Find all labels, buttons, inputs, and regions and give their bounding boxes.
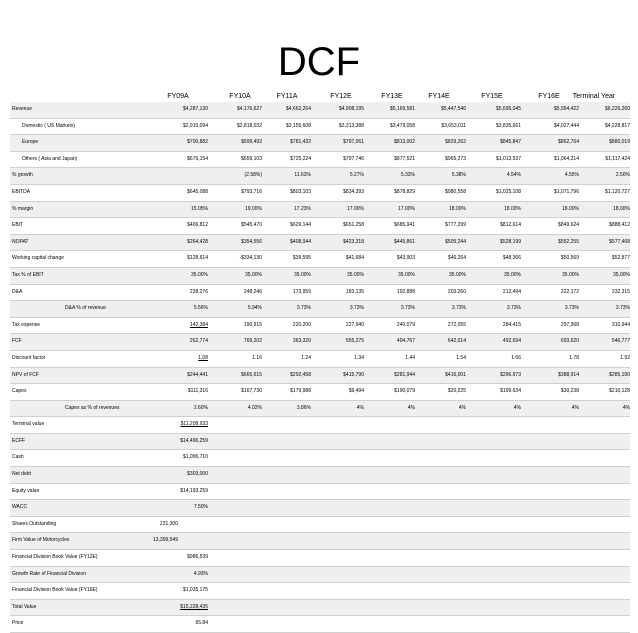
cell-value: 5.56% bbox=[193, 305, 208, 312]
cell-value: $505,244 bbox=[445, 238, 466, 245]
row-value: 13,399,549 bbox=[152, 537, 178, 544]
cell-value: $4,662,264 bbox=[285, 106, 311, 112]
cell-value: $888,412 bbox=[609, 222, 630, 229]
cell-value: 17.00% bbox=[347, 205, 364, 212]
cell-value: $15,228,435 bbox=[180, 603, 208, 610]
cell-value: $52,877 bbox=[611, 255, 630, 262]
row-label: NOPAT bbox=[12, 238, 29, 245]
cell-value: $3,313,388 bbox=[338, 122, 364, 129]
cell-value: 284,415 bbox=[502, 321, 521, 328]
cell-value: 35.00% bbox=[504, 271, 521, 278]
cell-value: 5.27% bbox=[349, 172, 364, 179]
cell-value: 4% bbox=[513, 404, 521, 411]
cell-value: 173,959 bbox=[292, 288, 311, 295]
row-label: Shares Outstanding bbox=[12, 520, 57, 527]
cell-value: $388,914 bbox=[558, 371, 579, 378]
cell-value: 1.34 bbox=[354, 354, 364, 361]
cell-value: 35.00% bbox=[562, 271, 579, 278]
cell-value: $2,818,032 bbox=[236, 122, 262, 129]
cell-value: $986,539 bbox=[187, 554, 208, 561]
cell-value: $676,154 bbox=[187, 155, 208, 162]
row-label: Others ( Asia and Japan) bbox=[22, 155, 78, 162]
cell-value: 1.66 bbox=[511, 354, 521, 361]
cell-value: 492,694 bbox=[502, 338, 521, 345]
cell-value: $3,479,058 bbox=[389, 122, 415, 129]
cell-value: $813,002 bbox=[394, 139, 415, 146]
row-label: D&A % of revenue bbox=[65, 305, 106, 312]
cell-value: $20,225 bbox=[447, 388, 466, 395]
cell-value: $5,169,581 bbox=[389, 106, 415, 112]
cell-value: $14,496,259 bbox=[180, 437, 208, 444]
cell-value: $4,176,627 bbox=[236, 106, 262, 112]
cell-value: 35.00% bbox=[245, 271, 262, 278]
cell-value: $5,954,422 bbox=[553, 106, 579, 112]
table-row bbox=[10, 251, 630, 268]
cell-value: 769,202 bbox=[243, 338, 262, 345]
column-header: FY14E bbox=[428, 93, 450, 100]
table-row bbox=[10, 334, 630, 351]
table-row bbox=[10, 235, 630, 252]
column-header: FY09A bbox=[167, 93, 189, 100]
table-row bbox=[10, 384, 630, 401]
row-label: NPV of FCF bbox=[12, 371, 39, 378]
cell-value: 3.73% bbox=[400, 305, 415, 312]
cell-value: $880,019 bbox=[609, 139, 630, 146]
cell-value: $877,521 bbox=[394, 155, 415, 162]
cell-value: $1,025,108 bbox=[495, 188, 521, 195]
cell-value: $210,128 bbox=[609, 388, 630, 395]
cell-value: $965,273 bbox=[445, 155, 466, 162]
cell-value: 192,888 bbox=[396, 288, 415, 295]
row-label: Total Value bbox=[12, 603, 37, 610]
cell-value: $190,079 bbox=[394, 388, 415, 395]
cell-value: $1,096,710 bbox=[182, 454, 208, 461]
cell-value: $6,226,260 bbox=[604, 106, 630, 112]
cell-value: (2.58%) bbox=[244, 172, 262, 179]
cell-value: $445,861 bbox=[394, 238, 415, 245]
column-header: FY15E bbox=[481, 93, 503, 100]
cell-value: $700,882 bbox=[187, 139, 208, 146]
table-row bbox=[10, 102, 630, 119]
table-row bbox=[10, 185, 630, 202]
cell-value: $46,264 bbox=[447, 255, 466, 262]
table-row bbox=[10, 434, 630, 451]
cell-value: 18.00% bbox=[504, 205, 521, 212]
cell-value: 190,915 bbox=[243, 321, 262, 328]
table-row bbox=[10, 533, 630, 550]
cell-value: 2.60% bbox=[193, 404, 208, 411]
table-row bbox=[10, 583, 630, 600]
table-row bbox=[10, 484, 630, 501]
row-label: Equity value bbox=[12, 487, 40, 494]
table-row bbox=[10, 401, 630, 418]
row-label: WACC bbox=[12, 504, 28, 511]
cell-value: $3,155,608 bbox=[285, 122, 311, 129]
row-label: Terminal value bbox=[12, 421, 45, 428]
cell-value: 35.00% bbox=[613, 271, 630, 278]
cell-value: $685,941 bbox=[394, 222, 415, 229]
cell-value: 65.84 bbox=[195, 620, 208, 627]
table-row bbox=[10, 318, 630, 335]
cell-value: $11,208,933 bbox=[180, 421, 208, 428]
cell-value: 363,320 bbox=[292, 338, 311, 345]
row-label: Financial Division Book Value (FY12E) bbox=[12, 554, 98, 561]
cell-value: $50,569 bbox=[560, 255, 579, 262]
cell-value: $1,013,537 bbox=[495, 155, 521, 162]
cell-value: -$334,130 bbox=[239, 255, 262, 262]
cell-value: 3.73% bbox=[349, 305, 364, 312]
cell-value: 297,368 bbox=[560, 321, 579, 328]
dcf-table bbox=[10, 102, 630, 633]
cell-value: 4% bbox=[571, 404, 579, 411]
cell-value: $128,614 bbox=[187, 255, 208, 262]
cell-value: $48,366 bbox=[502, 255, 521, 262]
cell-value: $845,847 bbox=[500, 139, 521, 146]
cell-value: $829,262 bbox=[445, 139, 466, 146]
cell-value: $2,910,094 bbox=[182, 122, 208, 129]
cell-value: 183,135 bbox=[345, 288, 364, 295]
cell-value: 7.50% bbox=[193, 504, 208, 511]
cell-value: $1,117,424 bbox=[605, 155, 630, 162]
cell-value: $4,228,817 bbox=[604, 122, 630, 129]
cell-value: $408,944 bbox=[290, 238, 311, 245]
cell-value: $43,903 bbox=[396, 255, 415, 262]
column-header: FY13E bbox=[381, 93, 403, 100]
cell-value: $699,492 bbox=[241, 139, 262, 146]
cell-value: 1.16 bbox=[252, 354, 262, 361]
table-row bbox=[10, 202, 630, 219]
cell-value: 4% bbox=[407, 404, 415, 411]
row-label: Cash bbox=[12, 454, 24, 461]
cell-value: 693,620 bbox=[560, 338, 579, 345]
cell-value: $179,988 bbox=[290, 388, 311, 395]
cell-value: 4.93% bbox=[193, 570, 208, 577]
cell-value: $777,299 bbox=[445, 222, 466, 229]
column-header: FY10A bbox=[229, 93, 251, 100]
cell-value: 3.73% bbox=[451, 305, 466, 312]
cell-value: 1.24 bbox=[301, 354, 311, 361]
table-row bbox=[10, 268, 630, 285]
cell-value: $577,468 bbox=[609, 238, 630, 245]
cell-value: $803,103 bbox=[290, 188, 311, 195]
cell-value: 3.73% bbox=[615, 305, 630, 312]
table-row bbox=[10, 467, 630, 484]
table-row bbox=[10, 500, 630, 517]
table-row bbox=[10, 301, 630, 318]
cell-value: 17.00% bbox=[398, 205, 415, 212]
cell-value: 3.73% bbox=[506, 305, 521, 312]
row-label: Price bbox=[12, 620, 24, 627]
cell-value: $354,556 bbox=[241, 238, 262, 245]
cell-value: $725,224 bbox=[290, 155, 311, 162]
cell-value: $111,316 bbox=[187, 388, 208, 395]
column-header: Terminal Year bbox=[572, 93, 616, 100]
row-value: 231,300 bbox=[159, 520, 178, 527]
cell-value: 4.54% bbox=[506, 172, 521, 179]
row-label: EBITDA bbox=[12, 188, 31, 195]
cell-value: 555,275 bbox=[345, 338, 364, 345]
cell-value: 5.94% bbox=[247, 305, 262, 312]
cell-value: 3.86% bbox=[296, 404, 311, 411]
cell-value: 35.00% bbox=[449, 271, 466, 278]
table-row bbox=[10, 351, 630, 368]
cell-value: 642,014 bbox=[447, 338, 466, 345]
column-header: FY11A bbox=[276, 93, 298, 100]
cell-value: 11.63% bbox=[294, 172, 311, 179]
cell-value: 17.23% bbox=[294, 205, 311, 212]
cell-value: 1.54 bbox=[456, 354, 466, 361]
cell-value: $1,064,214 bbox=[553, 155, 579, 162]
cell-value: $296,973 bbox=[500, 371, 521, 378]
cell-value: 4.02% bbox=[247, 404, 262, 411]
table-row bbox=[10, 152, 630, 169]
row-label: Growth Rate of Financial Division bbox=[12, 570, 86, 577]
cell-value: $793,716 bbox=[241, 188, 262, 195]
cell-value: 238,276 bbox=[189, 288, 208, 295]
row-label: Europe bbox=[22, 139, 39, 146]
cell-value: $659,103 bbox=[241, 155, 262, 162]
cell-value: 3.73% bbox=[296, 305, 311, 312]
cell-value: 262,774 bbox=[189, 338, 208, 345]
cell-value: $39,595 bbox=[292, 255, 311, 262]
table-row bbox=[10, 417, 630, 434]
cell-value: 1.08 bbox=[198, 354, 208, 361]
row-label: ECFF bbox=[12, 437, 26, 444]
row-label: Capex as % of revenues bbox=[65, 404, 120, 411]
table-row bbox=[10, 600, 630, 617]
table-row bbox=[10, 119, 630, 136]
cell-value: $292,458 bbox=[290, 371, 311, 378]
row-label: Working capital change bbox=[12, 255, 64, 262]
cell-value: 35.00% bbox=[191, 271, 208, 278]
cell-value: 227,940 bbox=[345, 321, 364, 328]
cell-value: $4,908,195 bbox=[338, 106, 364, 112]
cell-value: $781,432 bbox=[290, 139, 311, 146]
column-header: FY16E bbox=[538, 93, 560, 100]
cell-value: $4,287,130 bbox=[182, 106, 208, 112]
cell-value: $552,255 bbox=[558, 238, 579, 245]
row-label: EBIT bbox=[12, 222, 24, 229]
cell-value: $281,944 bbox=[394, 371, 415, 378]
row-label: Domestic ( US Markets) bbox=[22, 122, 76, 129]
cell-value: 1.44 bbox=[405, 354, 415, 361]
cell-value: $862,764 bbox=[558, 139, 579, 146]
cell-value: $797,746 bbox=[343, 155, 364, 162]
table-row bbox=[10, 517, 630, 534]
table-row bbox=[10, 450, 630, 467]
cell-value: $1,035,175 bbox=[182, 587, 208, 594]
table-row bbox=[10, 135, 630, 152]
cell-value: 142,384 bbox=[189, 321, 208, 328]
table-row bbox=[10, 567, 630, 584]
cell-value: $3,653,011 bbox=[441, 122, 466, 129]
cell-value: 4% bbox=[458, 404, 466, 411]
cell-value: $980,558 bbox=[445, 188, 466, 195]
cell-value: 232,315 bbox=[611, 288, 630, 295]
cell-value: $199,634 bbox=[500, 388, 521, 395]
cell-value: 35.00% bbox=[294, 271, 311, 278]
cell-value: 19.00% bbox=[245, 205, 262, 212]
cell-value: 248,246 bbox=[243, 288, 262, 295]
cell-value: 203,260 bbox=[447, 288, 466, 295]
cell-value: 5.33% bbox=[400, 172, 415, 179]
cell-value: $528,199 bbox=[500, 238, 521, 245]
cell-value: 2.50% bbox=[615, 172, 630, 179]
row-label: Tax % of EBIT bbox=[12, 271, 44, 278]
cell-value: $5,447,546 bbox=[440, 106, 466, 112]
row-label: Discount factor bbox=[12, 354, 46, 361]
cell-value: $797,061 bbox=[343, 139, 364, 146]
cell-value: $834,393 bbox=[343, 188, 364, 195]
row-label: Revenue bbox=[12, 106, 33, 112]
table-row bbox=[10, 218, 630, 235]
cell-value: $406,812 bbox=[187, 222, 208, 229]
row-label: Tax expense bbox=[12, 321, 41, 328]
cell-value: $651,258 bbox=[343, 222, 364, 229]
cell-value: $545,470 bbox=[241, 222, 262, 229]
row-label: Net debt bbox=[12, 471, 31, 478]
table-row bbox=[10, 550, 630, 567]
row-label: % growth bbox=[12, 172, 33, 179]
row-label: Firm Value of Motorcycles bbox=[12, 537, 70, 544]
cell-value: 35.00% bbox=[398, 271, 415, 278]
cell-value: $30,238 bbox=[560, 388, 579, 395]
cell-value: $264,428 bbox=[187, 238, 208, 245]
cell-value: 404,767 bbox=[396, 338, 415, 345]
cell-value: $878,829 bbox=[394, 188, 415, 195]
cell-value: $1,071,796 bbox=[553, 188, 579, 195]
cell-value: 222,172 bbox=[560, 288, 579, 295]
cell-value: $812,614 bbox=[500, 222, 521, 229]
row-label: Capex bbox=[12, 388, 27, 395]
row-label: FCF bbox=[12, 338, 22, 345]
cell-value: $285,190 bbox=[609, 371, 630, 378]
cell-value: 3.73% bbox=[564, 305, 579, 312]
cell-value: $849,624 bbox=[558, 222, 579, 229]
table-row bbox=[10, 616, 630, 633]
cell-value: 272,055 bbox=[447, 321, 466, 328]
table-row bbox=[10, 168, 630, 185]
cell-value: $41,684 bbox=[345, 255, 364, 262]
cell-value: 5.38% bbox=[451, 172, 466, 179]
cell-value: $645,088 bbox=[187, 188, 208, 195]
cell-value: 18.00% bbox=[562, 205, 579, 212]
row-label: % margin bbox=[12, 205, 34, 212]
cell-value: $167,730 bbox=[241, 388, 262, 395]
page-title: DCF bbox=[277, 40, 361, 84]
cell-value: 1.78 bbox=[569, 354, 579, 361]
column-header: FY12E bbox=[330, 93, 352, 100]
column-header-row bbox=[0, 92, 638, 101]
cell-value: 240,079 bbox=[396, 321, 415, 328]
cell-value: $14,193,259 bbox=[180, 487, 208, 494]
cell-value: 18.00% bbox=[449, 205, 466, 212]
cell-value: 4% bbox=[622, 404, 630, 411]
cell-value: 212,494 bbox=[502, 288, 521, 295]
cell-value: 35.00% bbox=[347, 271, 364, 278]
cell-value: 15.05% bbox=[191, 205, 208, 212]
cell-value: $303,000 bbox=[187, 471, 208, 478]
cell-value: 1.92 bbox=[620, 354, 630, 361]
table-row bbox=[10, 285, 630, 302]
cell-value: 18.00% bbox=[613, 205, 630, 212]
table-row bbox=[10, 368, 630, 385]
cell-value: $3,835,661 bbox=[495, 122, 521, 129]
cell-value: $9,494 bbox=[348, 388, 364, 395]
cell-value: $415,790 bbox=[343, 371, 364, 378]
cell-value: $244,441 bbox=[187, 371, 208, 378]
cell-value: 220,200 bbox=[292, 321, 311, 328]
cell-value: $629,144 bbox=[290, 222, 311, 229]
cell-value: $1,120,727 bbox=[604, 188, 630, 195]
cell-value: 4% bbox=[356, 404, 364, 411]
row-label: D&A bbox=[12, 288, 23, 295]
cell-value: 4.55% bbox=[564, 172, 579, 179]
row-label: Financial Division Book Value (FY16E) bbox=[12, 587, 98, 594]
cell-value: $416,001 bbox=[445, 371, 466, 378]
cell-value: $665,615 bbox=[241, 371, 262, 378]
cell-value: $5,695,045 bbox=[495, 106, 521, 112]
cell-value: $423,318 bbox=[343, 238, 364, 245]
cell-value: 310,944 bbox=[611, 321, 630, 328]
cell-value: 546,777 bbox=[611, 338, 630, 345]
cell-value: $4,027,444 bbox=[553, 122, 579, 129]
